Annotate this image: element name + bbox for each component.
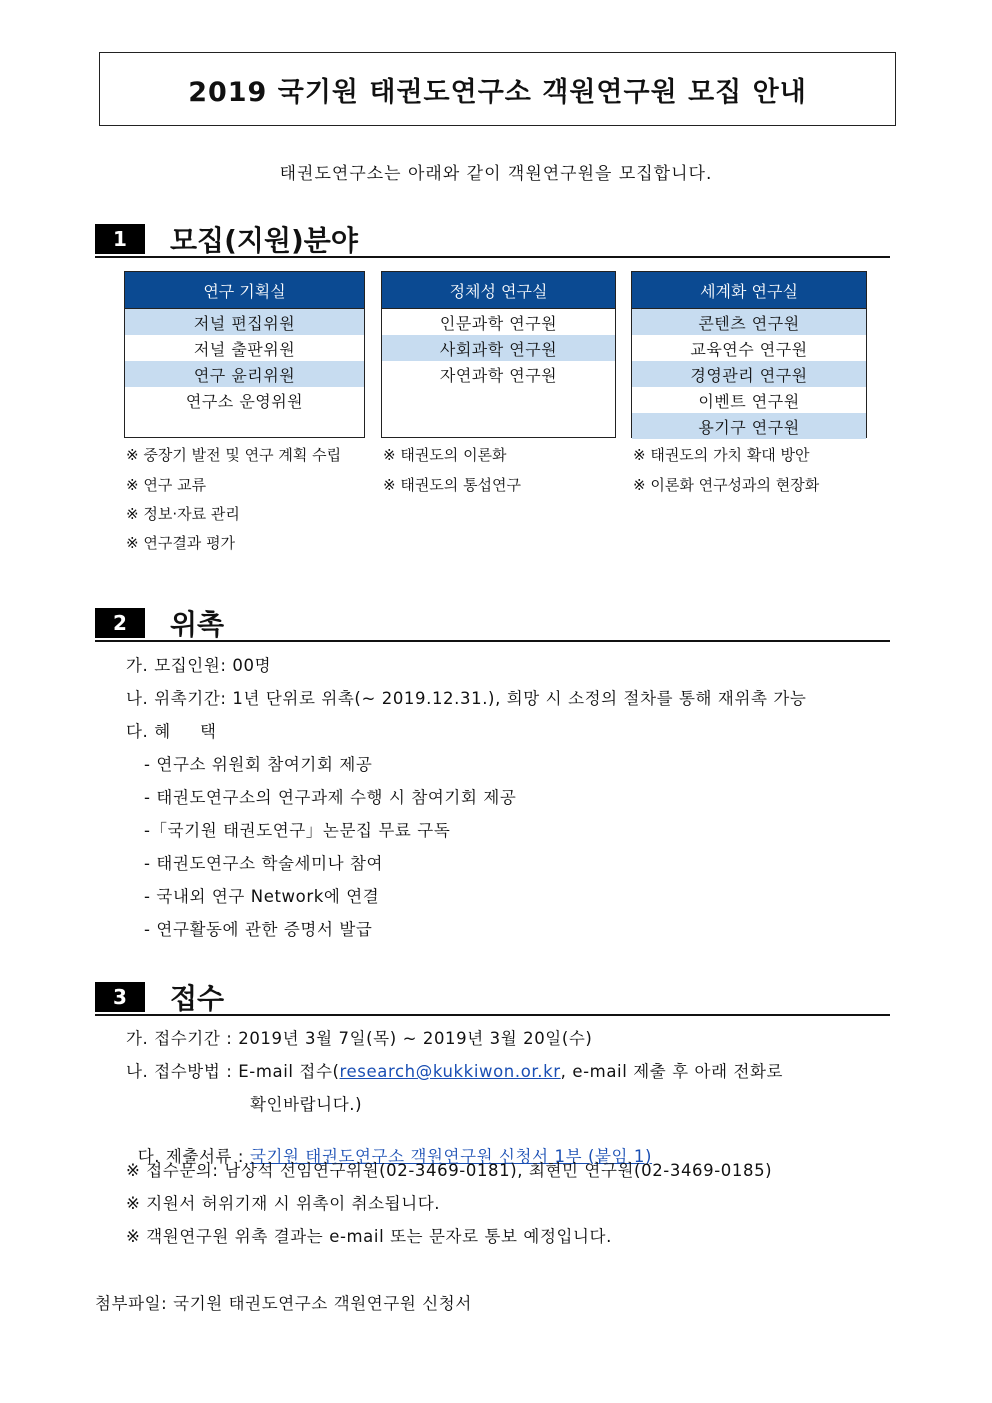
section-2-header [95,606,890,642]
section-1-number: 1 [95,224,145,254]
dept-note: ※ 연구결과 평가 [126,534,236,552]
dept-note: ※ 태권도의 이론화 [383,446,507,464]
method-continuation: 확인바랍니다.) [250,1095,363,1114]
docs-prefix: 다. 제출서류 : [137,1147,250,1166]
dept-item: 사회과학 연구원 [382,335,615,361]
section-2-number: 2 [95,608,145,638]
application-form-link[interactable]: 국기원 태권도연구소 객원연구원 신청서 1부 (붙임 1) [249,1147,653,1166]
section-2-title: 위촉 [170,608,225,641]
false-info-note: ※ 지원서 허위기재 시 위촉이 취소됩니다. [126,1194,441,1213]
section-3-title: 접수 [170,982,225,1015]
intro-text: 태권도연구소는 아래와 같이 객원연구원을 모집합니다. [279,164,713,184]
dept-note: ※ 태권도의 가치 확대 방안 [633,446,810,464]
recruit-count: 가. 모집인원: 00명 [126,656,272,675]
dept-identity-box [381,271,616,438]
dept-note: ※ 태권도의 통섭연구 [383,476,522,494]
dept-item: 교육연수 연구원 [690,339,808,359]
benefit-item: - 국내외 연구 Network에 연결 [144,887,380,906]
dept-global-box [631,271,867,438]
contact-note: ※ 접수문의: 남상석 선임연구위원(02-3469-0181), 최현민 연구원(02-3469-0185) [126,1161,773,1180]
dept-planning-header: 연구 기획실 [125,272,364,309]
section-1-title: 모집(지원)분야 [170,224,358,257]
method-suffix: , e-mail 제출 후 아래 전화로 [560,1062,784,1081]
page-title: 2019 국기원 태권도연구소 객원연구원 모집 안내 [188,76,807,108]
dept-note: ※ 이론화 연구성과의 현장화 [633,476,820,494]
dept-item: 자연과학 연구원 [439,365,558,385]
title-box [99,52,896,126]
benefit-item: -「국기원 태권도연구」논문집 무료 구독 [144,821,451,840]
dept-item: 연구소 운영위원 [185,391,304,411]
dept-item: 경영관리 연구원 [632,361,866,387]
dept-note: ※ 정보·자료 관리 [126,505,240,523]
section-3-number: 3 [95,982,145,1012]
method-prefix: 나. 접수방법 : E-mail 접수( [126,1062,340,1081]
dept-item: 저널 편집위원 [125,309,364,335]
attachment-line: 첨부파일: 국기원 태권도연구소 객원연구원 신청서 [95,1294,472,1313]
appointment-period: 나. 위촉기간: 1년 단위로 위촉(~ 2019.12.31.), 희망 시 소정의 절차를 통해 재위촉 가능 [126,689,807,708]
dept-note: ※ 중장기 발전 및 연구 계획 수립 [126,446,342,464]
benefits-heading: 다. 혜 택 [126,722,217,741]
dept-item: 인문과학 연구원 [439,313,558,333]
dept-item: 저널 출판위원 [193,339,296,359]
dept-item: 연구 윤리위원 [125,361,364,387]
benefit-item: - 태권도연구소의 연구과제 수행 시 참여기회 제공 [144,788,517,807]
benefit-item: - 연구소 위원회 참여기회 제공 [144,755,373,774]
dept-item: 용기구 연구원 [632,413,866,439]
section-3-header [95,980,890,1016]
dept-item: 이벤트 연구원 [698,391,800,411]
dept-note: ※ 연구 교류 [126,476,207,494]
benefit-item: - 연구활동에 관한 증명서 발급 [144,920,373,939]
dept-identity-header: 정체성 연구실 [382,272,615,309]
dept-item: 콘텐츠 연구원 [632,309,866,335]
application-method [126,1058,783,1082]
dept-planning-box [124,271,365,438]
email-link[interactable]: research@kukkiwon.or.kr [339,1062,561,1081]
section-1-header [95,222,890,258]
benefit-item: - 태권도연구소 학술세미나 참여 [144,854,384,873]
dept-global-header: 세계화 연구실 [632,272,866,309]
application-period: 가. 접수기간 : 2019년 3월 7일(목) ~ 2019년 3월 20일(수) [126,1029,593,1048]
result-note: ※ 객원연구원 위촉 결과는 e-mail 또는 문자로 통보 예정입니다. [126,1227,612,1246]
